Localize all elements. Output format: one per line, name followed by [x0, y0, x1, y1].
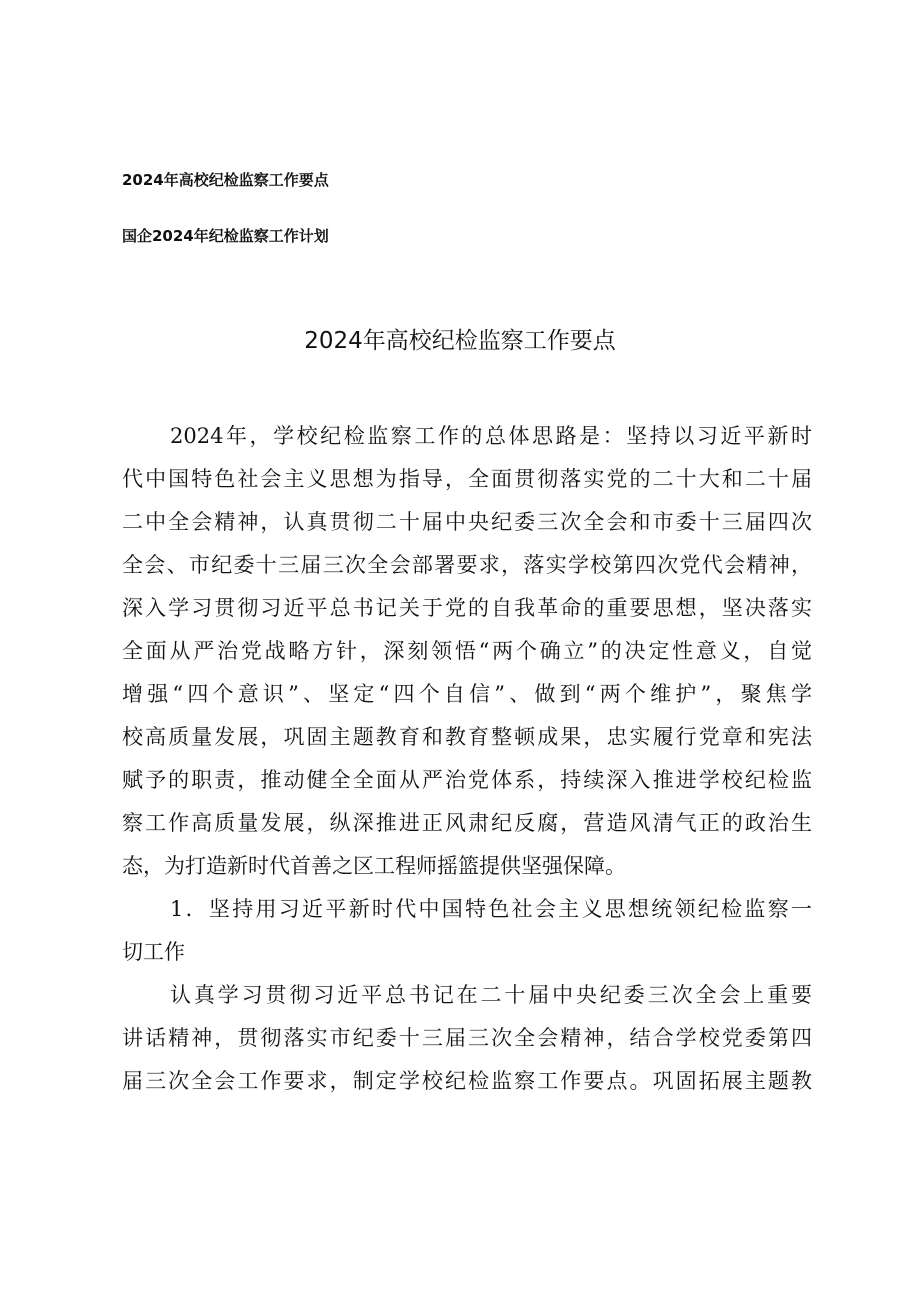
body-line: 二中全会精神，认真贯彻二十届中央纪委三次全会和市委十三届四次	[122, 510, 812, 534]
body-line: 代中国特色社会主义思想为指导，全面贯彻落实党的二十大和二十届	[122, 467, 812, 491]
body-line: 深入学习贯彻习近平总书记关于党的自我革命的重要思想，坚决落实	[122, 596, 812, 620]
section-heading-line: 1．坚持用习近平新时代中国特色社会主义思想统领纪检监察一	[170, 897, 812, 921]
body-line: 届三次全会工作要求，制定学校纪检监察工作要点。巩固拓展主题教	[122, 1069, 812, 1093]
body-line: 察工作高质量发展，纵深推进正风肃纪反腐，营造风清气正的政治生	[122, 811, 812, 835]
section-heading-line: 切工作	[122, 940, 185, 964]
body-line: 赋予的职责，推动健全全面从严治党体系，持续深入推进学校纪检监	[122, 768, 812, 792]
body-line: 校高质量发展，巩固主题教育和教育整顿成果，忠实履行党章和宪法	[122, 725, 812, 749]
body-line: 讲话精神，贯彻落实市纪委十三届三次全会精神，结合学校党委第四	[122, 1026, 812, 1050]
document-title: 2024年高校纪检监察工作要点	[304, 328, 616, 354]
toc-item-2[interactable]: 国企2024年纪检监察工作计划	[122, 227, 329, 245]
body-line: 全面从严治党战略方针，深刻领悟“两个确立”的决定性意义，自觉	[122, 639, 812, 663]
body-line: 2024年，学校纪检监察工作的总体思路是：坚持以习近平新时	[170, 424, 812, 448]
body-line: 增强“四个意识”、坚定“四个自信”、做到“两个维护”，聚焦学	[122, 682, 812, 706]
toc-item-1[interactable]: 2024年高校纪检监察工作要点	[122, 171, 329, 189]
body-line: 认真学习贯彻习近平总书记在二十届中央纪委三次全会上重要	[170, 983, 812, 1007]
body-line: 全会、市纪委十三届三次全会部署要求，落实学校第四次党代会精神，	[122, 553, 812, 577]
body-line: 态，为打造新时代首善之区工程师摇篮提供坚强保障。	[122, 854, 626, 878]
